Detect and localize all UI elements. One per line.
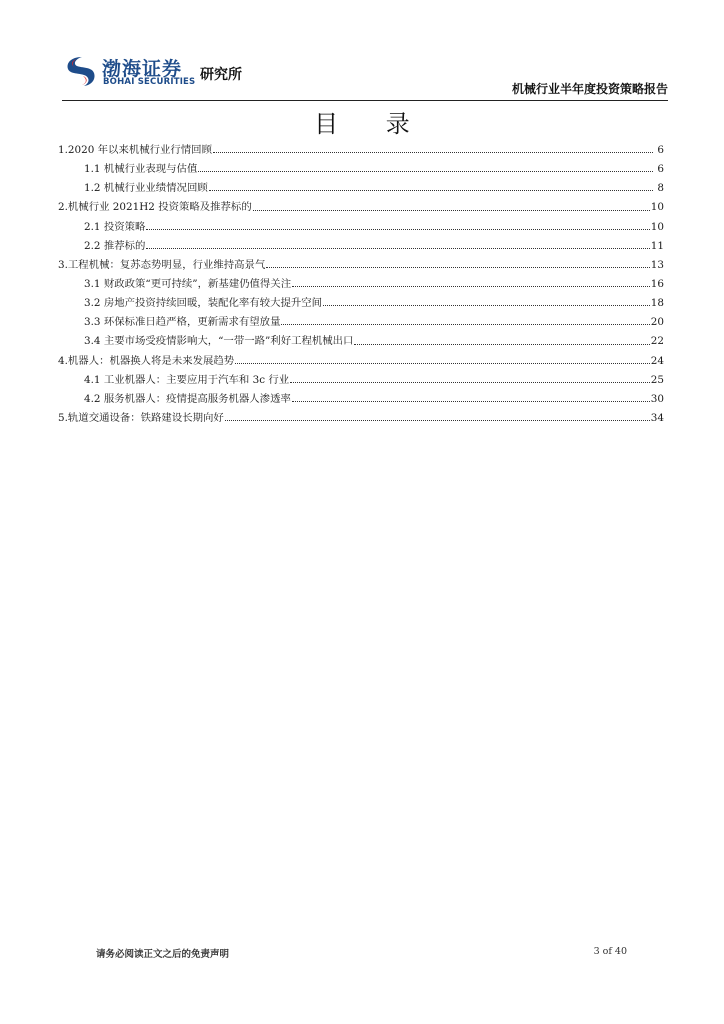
toc-title: 目 录 [314,110,430,138]
toc-entry-page[interactable]: 25 [650,373,664,386]
toc-entry-label[interactable]: 2.1 投资策略 [84,220,146,233]
toc-leader-dots [323,304,650,306]
toc-entry-label[interactable]: 2.机械行业 2021H2 投资策略及推荐标的 [58,201,252,214]
toc-entry-label[interactable]: 1.1 机械行业表现与估值 [84,163,198,176]
toc-entry[interactable] [58,275,664,294]
toc-leader-dots [292,400,650,402]
toc-entry[interactable] [58,332,664,351]
toc-entry-page[interactable]: 8 [657,182,664,195]
toc-entry[interactable] [58,294,664,313]
toc-entry-label[interactable]: 4.1 工业机器人：主要应用于汽车和 3c 行业 [84,373,290,386]
toc-leader-dots [213,151,653,153]
toc-leader-dots [146,247,649,249]
company-logo [62,50,252,94]
header-divider [62,100,668,101]
report-title: 机械行业半年度投资策略报告 [511,82,668,96]
toc-entry[interactable] [58,409,664,428]
toc-entry-page[interactable]: 34 [650,411,664,424]
toc-entry-label[interactable]: 1.2020 年以来机械行业行情回顾 [58,144,212,156]
toc-entry[interactable] [58,198,664,217]
toc-entry-page[interactable]: 20 [650,316,664,329]
toc-entry[interactable] [58,313,664,332]
toc-leader-dots [146,228,649,230]
logo-english-name: BOHAI SECURITIES [103,77,196,87]
toc-entry-page[interactable]: 10 [650,220,664,233]
toc-leader-dots [354,343,649,345]
toc-entry-label[interactable]: 3.3 环保标准日趋严格，更新需求有望放量 [84,316,281,329]
toc-entry-page[interactable]: 18 [650,297,664,310]
toc-entry[interactable] [58,256,664,275]
toc-entry-page[interactable]: 11 [650,239,664,252]
bohai-logo-icon [62,54,98,90]
toc-entry[interactable] [58,141,664,160]
toc-entry[interactable] [58,390,664,409]
toc-entry-label[interactable]: 4.2 服务机器人：疫情提高服务机器人渗透率 [84,392,291,405]
toc-leader-dots [292,285,650,287]
toc-entry-label[interactable]: 3.工程机械：复苏态势明显，行业维持高景气 [58,258,266,271]
toc-entry-label[interactable]: 5.轨道交通设备：铁路建设长期向好 [58,411,224,424]
toc-entry[interactable] [58,179,664,198]
toc-entry[interactable] [58,371,664,390]
toc-entry-page[interactable]: 6 [657,163,664,176]
toc-leader-dots [290,381,650,383]
logo-chinese-name: 渤海证券 [102,58,183,80]
toc-entry[interactable] [58,160,664,179]
toc-leader-dots [253,209,650,211]
toc-leader-dots [225,419,650,421]
logo-department: 研究所 [200,67,242,83]
toc-entry-page[interactable]: 30 [650,392,664,405]
toc-entry[interactable] [58,237,664,256]
toc-list [58,141,664,428]
page-number: 3 of 40 [593,946,627,957]
toc-entry-label[interactable]: 3.2 房地产投资持续回暖，装配化率有较大提升空间 [84,297,323,310]
toc-entry-page[interactable]: 16 [650,277,664,290]
toc-entry[interactable] [58,218,664,237]
toc-leader-dots [209,189,653,191]
page-header [62,50,668,102]
toc-entry-page[interactable]: 10 [650,201,664,214]
toc-leader-dots [281,323,649,325]
toc-entry-page[interactable]: 13 [650,258,664,271]
toc-leader-dots [198,170,653,172]
toc-entry[interactable] [58,352,664,371]
toc-entry-page[interactable]: 22 [650,335,664,348]
disclaimer-note: 请务必阅读正文之后的免责声明 [96,949,230,960]
toc-entry-label[interactable]: 1.2 机械行业业绩情况回顾 [84,182,208,195]
toc-entry-label[interactable]: 4.机器人：机器换人将是未来发展趋势 [58,354,235,367]
toc-entry-label[interactable]: 3.4 主要市场受疫情影响大，“一带一路”利好工程机械出口 [84,335,354,348]
toc-entry-label[interactable]: 3.1 财政政策“更可持续”，新基建仍值得关注 [84,277,292,290]
toc-entry-page[interactable]: 6 [657,144,664,156]
toc-entry-page[interactable]: 24 [650,354,664,367]
toc-entry-label[interactable]: 2.2 推荐标的 [84,239,146,252]
toc-leader-dots [266,266,649,268]
toc-leader-dots [235,362,650,364]
